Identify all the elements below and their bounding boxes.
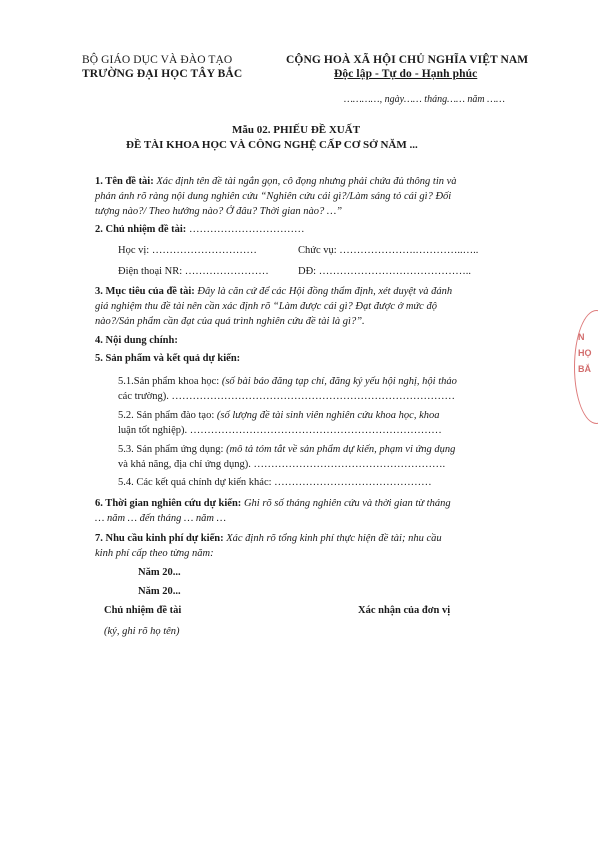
signature-left-title: Chủ nhiệm đề tài [104, 605, 182, 616]
document-title: ĐỀ TÀI KHOA HỌC VÀ CÔNG NGHỆ CẤP CƠ SỞ NĂM ... [126, 139, 418, 151]
section-7-line-1 [95, 531, 442, 547]
red-stamp [572, 318, 598, 418]
other-results-line: 5.4. Các kết quả chính dự kiến khác: ……………………………………… [118, 477, 432, 488]
section-2-line [95, 224, 304, 235]
product-science-line-1 [118, 374, 457, 390]
product-science-label: 5.1.Sản phẩm khoa học: [118, 376, 220, 387]
section-1-line-1 [95, 174, 457, 190]
signature-right-title: Xác nhận của đơn vị [358, 605, 451, 616]
year-1: Năm 20... [138, 567, 181, 578]
section-3-line-1 [95, 284, 452, 300]
section-7-label: 7. Nhu cầu kinh phí dự kiến: [95, 533, 224, 544]
product-application-text: (mô tả tóm tắt về sản phẩm dự kiến, phạm vi ứng dụng [223, 444, 456, 455]
phone-field: Điện thoại NR: …………………… [118, 266, 269, 277]
national-motto: Độc lập - Tự do - Hạnh phúc [334, 68, 478, 80]
year-2: Năm 20... [138, 586, 181, 597]
product-training-label: 5.2. Sản phẩm đào tạo: [118, 410, 215, 421]
republic-name: CỘNG HOÀ XÃ HỘI CHỦ NGHĨA VIỆT NAM [286, 54, 529, 66]
section-5-label: 5. Sản phẩm và kết quả dự kiến: [95, 353, 241, 364]
product-application-line-2: và khả năng, địa chỉ ứng dụng). ………………………………………………. [118, 459, 446, 470]
section-1-line-2: phản ánh rõ ràng nội dung nghiên cứu “Nghiên cứu cái gì?/Làm sáng tỏ cái gì? Đối [95, 191, 452, 202]
degree-field: Học vị: ………………………… [118, 245, 257, 256]
section-3-line-2: giá nghiệm thu đề tài nên cần xác định rõ “Làm được cái gì? Đạt được ở mức độ [95, 301, 437, 312]
section-1-text: Xác định tên đề tài ngắn gọn, cô đọng nhưng phải chứa đủ thông tin và [153, 176, 457, 187]
section-1-line-3: tượng nào?/ Theo hướng nào? Ở đâu? Thời gian nào? …” [95, 206, 343, 217]
product-science-line-2: các trường). ……………………………………………………………………… [118, 391, 456, 402]
section-3-line-3: nào?/Sản phẩm cần đạt của quá trình nghiên cứu đề tài là gì?”. [95, 316, 365, 327]
product-application-label: 5.3. Sản phẩm ứng dụng: [118, 444, 224, 455]
stamp-char-1: N [578, 332, 585, 342]
section-6-line-2: … năm … đến tháng … năm … [95, 513, 226, 524]
stamp-char-2: HỌ [578, 348, 592, 358]
section-6-text: Ghi rõ số tháng nghiên cứu và thời gian từ tháng [241, 498, 451, 509]
section-1-label: 1. Tên đề tài: [95, 176, 154, 187]
stamp-char-3: BẮ [578, 364, 591, 374]
form-number: Mẫu 02. PHIẾU ĐỀ XUẤT [232, 124, 361, 136]
section-2-label: 2. Chủ nhiệm đề tài: [95, 224, 187, 235]
signature-left-note: (ký, ghi rõ họ tên) [104, 626, 180, 637]
date-line: …………, ngày…… tháng…… năm …… [344, 94, 505, 105]
product-science-text: (số bài báo đăng tạp chí, đăng ký yếu hội nghị, hội thảo [219, 376, 457, 387]
product-training-line-2: luận tốt nghiệp). ……………………………………………………………… [118, 425, 442, 436]
section-7-text: Xác định rõ tổng kinh phí thực hiện đề tài; nhu cầu [223, 533, 442, 544]
ministry-name: BỘ GIÁO DỤC VÀ ĐÀO TẠO [82, 54, 233, 66]
university-name: TRƯỜNG ĐẠI HỌC TÂY BẮC [82, 68, 243, 80]
section-3-text: Đây là căn cứ để các Hội đồng thẩm định, xét duyệt và đánh [194, 286, 453, 297]
section-2-dots: …………………………… [186, 224, 305, 235]
section-6-label: 6. Thời gian nghiên cứu dự kiến: [95, 498, 242, 509]
product-application-line-1 [118, 442, 455, 458]
product-training-line-1 [118, 408, 440, 424]
section-3-label: 3. Mục tiêu của đề tài: [95, 286, 195, 297]
mobile-field: DĐ: …………………………………….. [298, 266, 471, 277]
section-4-label: 4. Nội dung chính: [95, 335, 178, 346]
section-6-line-1 [95, 496, 451, 512]
position-field: Chức vụ: ………………….…………..….. [298, 245, 479, 256]
product-training-text: (số lượng đề tài sinh viên nghiên cứu khoa học, khoa [214, 410, 440, 421]
section-7-line-2: kinh phí cấp theo từng năm: [95, 548, 214, 559]
